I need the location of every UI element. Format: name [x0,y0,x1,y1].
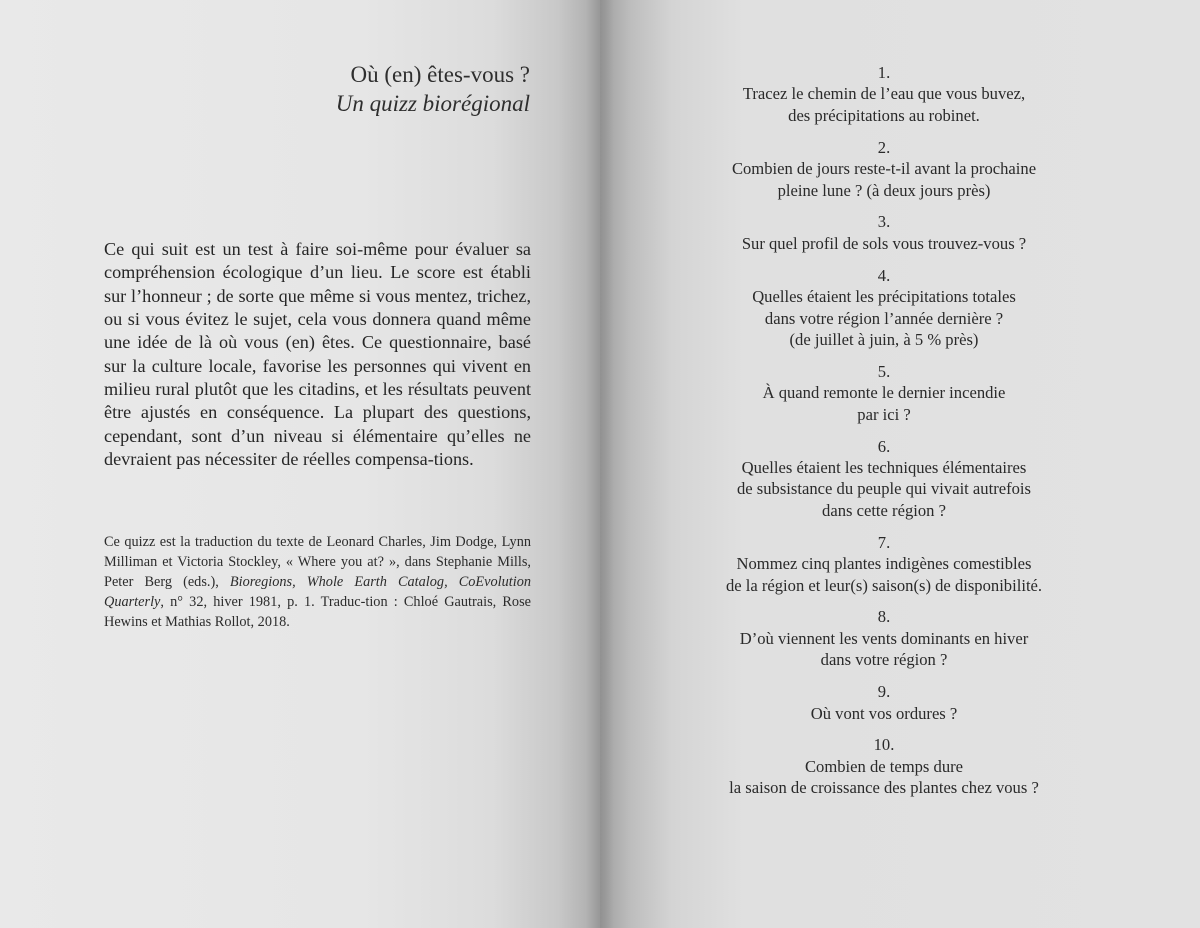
question-number: 1. [877,63,891,82]
question-text-line: dans votre région ? [820,650,948,670]
question-number: 9. [877,682,891,702]
question-item [684,532,1084,596]
question-text-line: par ici ? [857,404,911,424]
question-item [684,137,1084,201]
question-text-line: dans cette région ? [822,500,946,520]
question-number: 6. [877,436,891,456]
question-item [684,436,1084,522]
question-item [684,361,1084,425]
question-item [684,681,1084,724]
credit-text-start: Ce quizz est la traduction du texte de Leonard Charles, Jim Dodge, Lynn Milliman et Victoria Stockley, « Where you at? », dans Stephanie Mills, Peter Berg (eds.), [104,534,531,591]
intro-paragraph: Ce qui suit est un test à faire soi-même pour évaluer sa compréhension écologique d’un lieu. Le score est établi sur l’honneur ; de sorte que même si vous mentez, trichez, ou si vous évitez le sujet, cela vous donnera quand même une idée de là où vous (en) êtes. Ce questionnaire, basé sur la culture locale, favorise les personnes qui vivent en milieu rural plutôt que les citadins, et les résultats peuvent être ajustés en conséquence. La plupart des questions, cependant, sont d’un niveau si élémentaire qu’elles ne devraient pas nécessiter de réelles compensa-tions. [104,239,531,469]
question-number: 2. [877,137,891,157]
question-item [684,606,1084,670]
question-number: 3. [877,212,891,232]
question-text-line: des précipitations au robinet. [788,105,980,125]
title-block [336,60,530,118]
question-item [684,62,1084,126]
question-text-line: la saison de croissance des plantes chez vous ? [729,778,1039,798]
credit-publication: Bioregions, Whole Earth Catalog, CoEvolution Quarterly [104,574,531,611]
question-item [684,211,1084,254]
question-text-line: Combien de jours reste-t-il avant la prochaine [731,159,1037,179]
question-text-line: Combien de temps dure [804,756,964,776]
credit-text-end: , n° 32, hiver 1981, p. 1. Traduc-tion : Chloé Gautrais, Rose Hewins et Mathias Rollot, 2018. [104,594,531,631]
question-number: 8. [877,607,891,627]
question-text-line: D’où viennent les vents dominants en hiver [739,628,1029,648]
question-text-line: Sur quel profil de sols vous trouvez-vous ? [741,233,1027,253]
question-text-line: dans votre région l’année dernière ? [764,308,1004,328]
page-title: Où (en) êtes-vous ? [350,62,530,87]
question-number: 10. [873,735,895,755]
question-item [684,265,1084,351]
question-text-line: pleine lune ? (à deux jours près) [777,180,991,200]
question-number: 7. [877,532,891,552]
question-text-line: Quelles étaient les précipitations totales [752,287,1016,307]
question-number: 5. [877,361,891,381]
question-text-line: Nommez cinq plantes indigènes comestibles [736,554,1032,574]
question-text-line: Quelles étaient les techniques élémentaires [741,458,1027,477]
question-text-line: À quand remonte le dernier incendie [762,383,1006,403]
question-item [684,734,1084,798]
question-number: 4. [877,265,891,285]
question-text-line: (de juillet à juin, à 5 % près) [789,329,979,349]
question-text-line: Tracez le chemin de l’eau que vous buvez, [742,84,1026,104]
question-text-line: Où vont vos ordures ? [810,703,958,723]
question-list [684,62,1084,809]
page-subtitle: Un quizz biorégional [335,91,530,116]
question-text-line: de subsistance du peuple qui vivait autrefois [736,479,1031,499]
translation-credit [104,532,531,632]
book-gutter [586,0,614,928]
question-text-line: de la région et leur(s) saison(s) de disponibilité. [725,575,1043,595]
